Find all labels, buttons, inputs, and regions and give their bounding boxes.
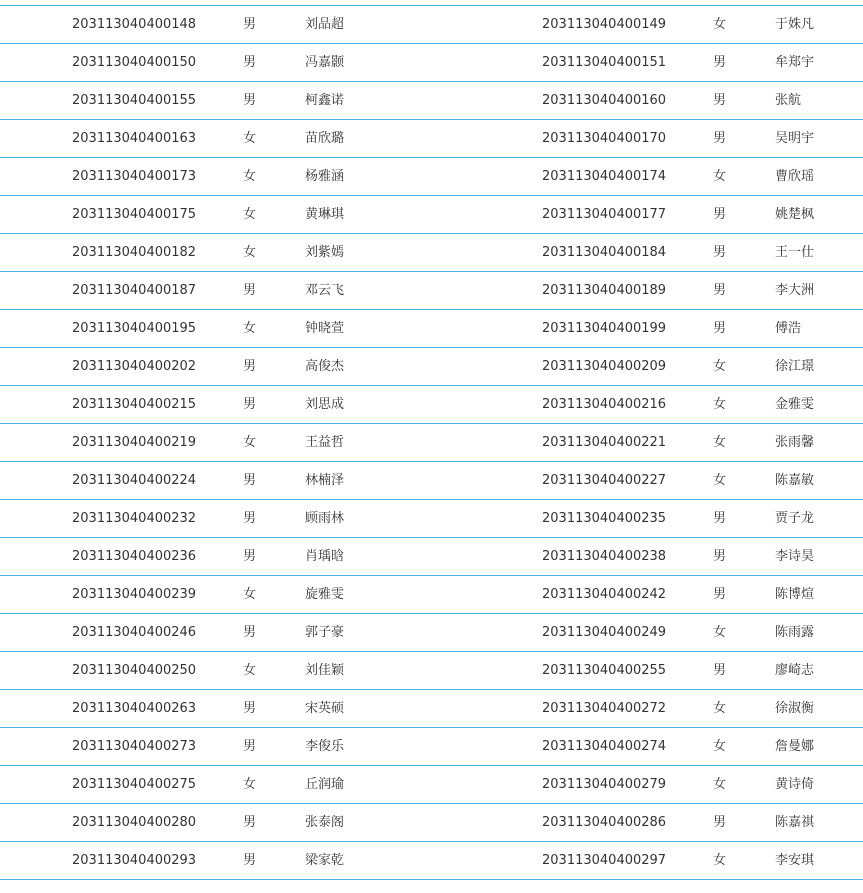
gender-left: 男: [243, 549, 257, 564]
student-id-left: 203113040400195: [72, 321, 197, 336]
student-id-left: 203113040400173: [72, 169, 197, 184]
student-id-right: 203113040400209: [542, 359, 667, 374]
student-name-right: 李诗昊: [775, 549, 815, 564]
gender-left: 女: [243, 587, 257, 602]
table-row: [0, 234, 863, 272]
student-name-left: 杨雅涵: [305, 169, 345, 184]
student-id-right: 203113040400274: [542, 739, 667, 754]
student-id-right: 203113040400221: [542, 435, 667, 450]
gender-left: 女: [243, 663, 257, 678]
student-name-left: 高俊杰: [305, 359, 345, 374]
student-name-left: 刘思成: [305, 397, 345, 412]
student-id-right: 203113040400255: [542, 663, 667, 678]
gender-left: 男: [243, 853, 257, 868]
gender-right: 男: [713, 245, 727, 260]
student-id-left: 203113040400182: [72, 245, 197, 260]
table-row: [0, 842, 863, 880]
student-id-left: 203113040400224: [72, 473, 197, 488]
table-row: [0, 538, 863, 576]
gender-left: 男: [243, 17, 257, 32]
gender-left: 男: [243, 511, 257, 526]
table-row: [0, 386, 863, 424]
student-name-right: 金雅雯: [775, 397, 815, 412]
table-row: [0, 6, 863, 44]
student-id-left: 203113040400175: [72, 207, 197, 222]
table-row: [0, 728, 863, 766]
student-id-right: 203113040400199: [542, 321, 667, 336]
gender-right: 男: [713, 549, 727, 564]
student-id-right: 203113040400238: [542, 549, 667, 564]
gender-left: 男: [243, 55, 257, 70]
student-id-right: 203113040400297: [542, 853, 667, 868]
gender-left: 女: [243, 245, 257, 260]
student-name-left: 刘品超: [305, 17, 345, 32]
student-id-right: 203113040400189: [542, 283, 667, 298]
student-name-right: 张雨馨: [775, 435, 815, 450]
student-name-left: 钟晓萱: [305, 321, 345, 336]
student-name-right: 徐淑衡: [775, 701, 815, 716]
student-id-right: 203113040400235: [542, 511, 667, 526]
gender-right: 女: [713, 625, 727, 640]
table-row: [0, 310, 863, 348]
student-name-right: 张航: [775, 93, 802, 108]
gender-right: 女: [713, 397, 727, 412]
student-id-left: 203113040400155: [72, 93, 197, 108]
gender-left: 女: [243, 435, 257, 450]
gender-left: 男: [243, 701, 257, 716]
student-id-left: 203113040400236: [72, 549, 197, 564]
gender-left: 男: [243, 359, 257, 374]
student-id-right: 203113040400242: [542, 587, 667, 602]
gender-left: 男: [243, 93, 257, 108]
student-id-left: 203113040400273: [72, 739, 197, 754]
table-row: [0, 120, 863, 158]
table-row: [0, 348, 863, 386]
student-name-right: 陈嘉敏: [775, 473, 815, 488]
student-name-left: 宋英硕: [305, 701, 345, 716]
gender-left: 女: [243, 131, 257, 146]
student-list-table: [0, 5, 863, 880]
gender-right: 女: [713, 169, 727, 184]
gender-left: 女: [243, 777, 257, 792]
gender-right: 女: [713, 853, 727, 868]
student-id-right: 203113040400170: [542, 131, 667, 146]
gender-right: 女: [713, 701, 727, 716]
student-name-right: 陈博煊: [775, 587, 815, 602]
student-id-left: 203113040400187: [72, 283, 197, 298]
gender-right: 女: [713, 777, 727, 792]
student-id-right: 203113040400151: [542, 55, 667, 70]
student-id-right: 203113040400272: [542, 701, 667, 716]
student-id-right: 203113040400279: [542, 777, 667, 792]
table-row: [0, 576, 863, 614]
student-name-left: 刘紫嫣: [305, 245, 345, 260]
table-row: [0, 82, 863, 120]
student-name-left: 黄琳琪: [305, 207, 345, 222]
gender-right: 男: [713, 131, 727, 146]
student-name-left: 邓云飞: [305, 283, 345, 298]
student-name-right: 于姝凡: [775, 17, 815, 32]
student-id-left: 203113040400232: [72, 511, 197, 526]
student-name-left: 王益哲: [305, 435, 345, 450]
gender-right: 男: [713, 93, 727, 108]
student-name-left: 刘佳颖: [305, 663, 345, 678]
student-id-right: 203113040400286: [542, 815, 667, 830]
student-id-left: 203113040400239: [72, 587, 197, 602]
student-name-right: 李大洲: [775, 283, 815, 298]
gender-right: 男: [713, 321, 727, 336]
table-row: [0, 614, 863, 652]
student-name-right: 贾子龙: [775, 511, 815, 526]
student-id-right: 203113040400149: [542, 17, 667, 32]
table-row: [0, 272, 863, 310]
student-name-right: 傅浩: [775, 321, 802, 336]
student-name-right: 廖崎志: [775, 663, 815, 678]
table-row: [0, 158, 863, 196]
table-row: [0, 804, 863, 842]
gender-left: 女: [243, 169, 257, 184]
gender-right: 女: [713, 17, 727, 32]
student-id-left: 203113040400150: [72, 55, 197, 70]
student-name-left: 苗欣璐: [305, 131, 345, 146]
gender-right: 男: [713, 207, 727, 222]
table-row: [0, 766, 863, 804]
table-row: [0, 690, 863, 728]
student-id-left: 203113040400202: [72, 359, 197, 374]
student-id-left: 203113040400163: [72, 131, 197, 146]
gender-left: 男: [243, 473, 257, 488]
gender-right: 女: [713, 435, 727, 450]
student-name-right: 陈雨露: [775, 625, 815, 640]
gender-left: 女: [243, 207, 257, 222]
student-id-right: 203113040400184: [542, 245, 667, 260]
student-id-right: 203113040400177: [542, 207, 667, 222]
student-name-right: 吴明宇: [775, 131, 815, 146]
student-name-left: 林楠泽: [305, 473, 345, 488]
student-id-left: 203113040400263: [72, 701, 197, 716]
student-name-right: 李安琪: [775, 853, 815, 868]
student-id-left: 203113040400275: [72, 777, 197, 792]
student-name-right: 姚楚枫: [775, 207, 815, 222]
gender-left: 男: [243, 739, 257, 754]
gender-left: 男: [243, 397, 257, 412]
student-name-left: 梁家乾: [305, 853, 345, 868]
student-name-left: 丘润瑜: [305, 777, 345, 792]
gender-right: 男: [713, 663, 727, 678]
table-row: [0, 196, 863, 234]
table-row: [0, 500, 863, 538]
student-id-right: 203113040400249: [542, 625, 667, 640]
student-name-right: 牟郑宇: [775, 55, 815, 70]
table-row: [0, 44, 863, 82]
student-name-left: 郭子豪: [305, 625, 345, 640]
gender-right: 男: [713, 283, 727, 298]
student-id-right: 203113040400216: [542, 397, 667, 412]
student-id-left: 203113040400219: [72, 435, 197, 450]
student-name-left: 顾雨林: [305, 511, 345, 526]
student-name-right: 王一仕: [775, 245, 815, 260]
gender-left: 男: [243, 283, 257, 298]
gender-right: 女: [713, 739, 727, 754]
gender-left: 男: [243, 625, 257, 640]
gender-right: 女: [713, 359, 727, 374]
student-id-right: 203113040400174: [542, 169, 667, 184]
student-name-right: 曹欣瑶: [775, 169, 815, 184]
student-id-right: 203113040400227: [542, 473, 667, 488]
table-row: [0, 424, 863, 462]
student-id-left: 203113040400148: [72, 17, 197, 32]
gender-right: 男: [713, 55, 727, 70]
student-name-left: 肖瑀晗: [305, 549, 345, 564]
student-name-left: 张泰阁: [305, 815, 345, 830]
student-name-right: 陈嘉祺: [775, 815, 815, 830]
student-name-left: 柯鑫诺: [305, 93, 345, 108]
gender-left: 女: [243, 321, 257, 336]
gender-right: 男: [713, 587, 727, 602]
gender-right: 女: [713, 473, 727, 488]
student-id-left: 203113040400215: [72, 397, 197, 412]
student-name-left: 旋雅雯: [305, 587, 345, 602]
gender-right: 男: [713, 511, 727, 526]
gender-right: 男: [713, 815, 727, 830]
student-id-left: 203113040400250: [72, 663, 197, 678]
table-row: [0, 462, 863, 500]
student-name-left: 李俊乐: [305, 739, 345, 754]
student-name-right: 詹曼娜: [775, 739, 815, 754]
student-id-left: 203113040400280: [72, 815, 197, 830]
student-id-left: 203113040400293: [72, 853, 197, 868]
gender-left: 男: [243, 815, 257, 830]
student-name-left: 冯嘉颢: [305, 55, 345, 70]
student-id-left: 203113040400246: [72, 625, 197, 640]
student-id-right: 203113040400160: [542, 93, 667, 108]
table-row: [0, 652, 863, 690]
student-name-right: 黄诗倚: [775, 777, 815, 792]
student-name-right: 徐江璟: [775, 359, 815, 374]
